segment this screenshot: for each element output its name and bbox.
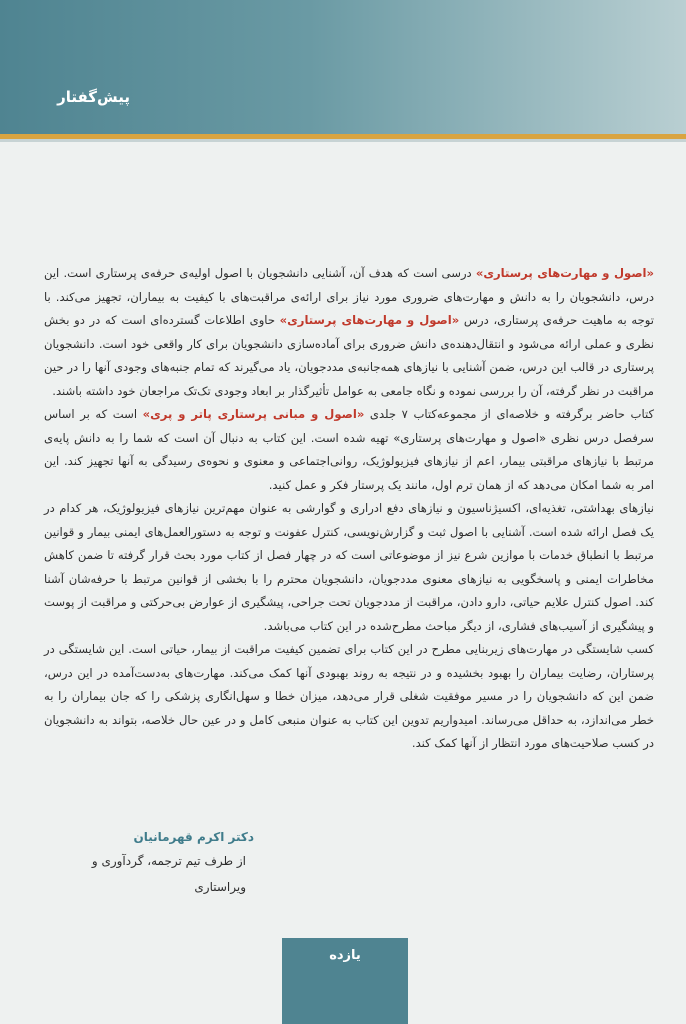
paragraph-3 <box>44 497 654 638</box>
author-role: از طرف تیم ترجمه، گردآوری و ویراستاری <box>91 854 246 894</box>
page-number-tab <box>282 938 408 1024</box>
divider-shadow <box>0 139 686 142</box>
book-title-highlight: «اصول و مهارت‌های پرستاری» <box>279 313 460 327</box>
paragraph-text: حاوی اطلاعات گسترده‌ای است که در دو بخش نظری و عملی ارائه می‌شود و انتقال‌دهنده‌ی دانش ضروری برای آماده‌سازی دانشجویان برای کار واقعی خود است. دانشجویان پرستاری در قالب این درس، ضمن آشنایی با نیازهای همه‌جانبه‌ی مددجویان، یاد می‌گیرند که تمام جنبه‌های وجودی آنها را در حین مراقبت در نظر گرفته، آن را بررسی نموده و نگاه جامعی به عوامل تأثیرگذار بر ابعاد وجودی تک‌تک مراجعان خود داشته باشند. <box>44 313 654 398</box>
book-title-highlight: «اصول و مهارت‌های پرستاری» <box>475 266 654 280</box>
header-band <box>0 0 686 134</box>
preface-body <box>44 262 654 756</box>
paragraph-text: کسب شایستگی در مهارت‌های زیربنایی مطرح در این کتاب برای تضمین کیفیت مراقبت از بیمار، حیاتی است. این شایستگی در پرستاران، رضایت بیماران را بهبود بخشیده و در نتیجه به روند بهبودی آنها کمک می‌کند. مهارت‌های به‌دست‌آمده در این درس، ضمن این که دانشجویان را در مسیر موفقیت شغلی قرار می‌دهد، میزان خطا و سهل‌انگاری پزشکی را که جان بیماران را به خطر می‌اندازد، به حداقل می‌رساند. امیدواریم تدوین این کتاب به عنوان منبعی کامل و در عین حال خلاصه، بتواند به دانشجویان در کسب صلاحیت‌های مورد انتظار از آنها کمک کند. <box>44 642 654 750</box>
page-number: یازده <box>329 948 361 963</box>
paragraph-text: نیازهای بهداشتی، تغذیه‌ای، اکسیژناسیون و نیازهای دفع ادراری و گوارشی به عنوان مهم‌ترین نیازهای فیزیولوژیک، هر کدام در یک فصل ارائه شده است. آشنایی با اصول ثبت و گزارش‌نویسی، کنترل عفونت و توجه به دستورالعمل‌های ایمنی بیمار و قوانین مرتبط با انطباق خدمات با موازین شرع نیز از موضوعاتی است که در چهار فصل از کتاب مورد بحث قرار گرفته تا ضمن کاهش مخاطرات ایمنی و پاسخگویی به نیازهای معنوی مددجویان، دانشجویان محترم را با بخشی از قوانین مرتبط با حرفه‌شان آشنا کند. اصول کنترل علایم حیاتی، دارو دادن، مراقبت از مددجویان تحت جراحی، پیشگیری از عوارض بی‌حرکتی و مراقبت از پوست و پیشگیری از آسیب‌های فشاری، از دیگر مباحث مطرح‌شده در این کتاب می‌باشد. <box>44 501 654 633</box>
paragraph-4 <box>44 638 654 756</box>
paragraph-2 <box>44 403 654 497</box>
paragraph-text: است که بر اساس سرفصل درس نظری «اصول و مهارت‌های پرستاری» تهیه شده است. این کتاب به دنبال آن است که شما را به دانش پایه‌ی مرتبط با نیازهای مراقبتی بیمار، اعم از نیازهای فیزیولوژیک، روانی‌اجتماعی و معنوی و نحوه‌ی رسیدگی به آنها تجهیز کند. این امر به شما امکان می‌دهد که از همان ترم اول، مانند یک پرستار فکر و عمل کنید. <box>44 407 654 492</box>
source-book-highlight: «اصول و مبانی پرستاری پاتر و پری» <box>142 407 365 421</box>
section-title: پیش‌گفتار <box>57 88 130 106</box>
paragraph-text: درسی است که هدف آن، آشنایی دانشجویان با اصول اولیه‌ی حرفه‌ی پرستاری است. این درس، دانشجویان را به دانش و مهارت‌های ضروری مورد نیاز برای ارائه‌ی مراقبت‌های با کیفیت به بیماران، تجهیز می‌کند. با توجه به ماهیت حرفه‌ی پرستاری، درس <box>44 266 654 327</box>
paragraph-1 <box>44 262 654 403</box>
paragraph-text: کتاب حاضر برگرفته و خلاصه‌ای از مجموعه‌کتاب ۷ جلدی <box>364 407 655 421</box>
signature-block <box>44 826 254 900</box>
author-name: دکتر اکرم قهرمانیان <box>133 830 254 844</box>
